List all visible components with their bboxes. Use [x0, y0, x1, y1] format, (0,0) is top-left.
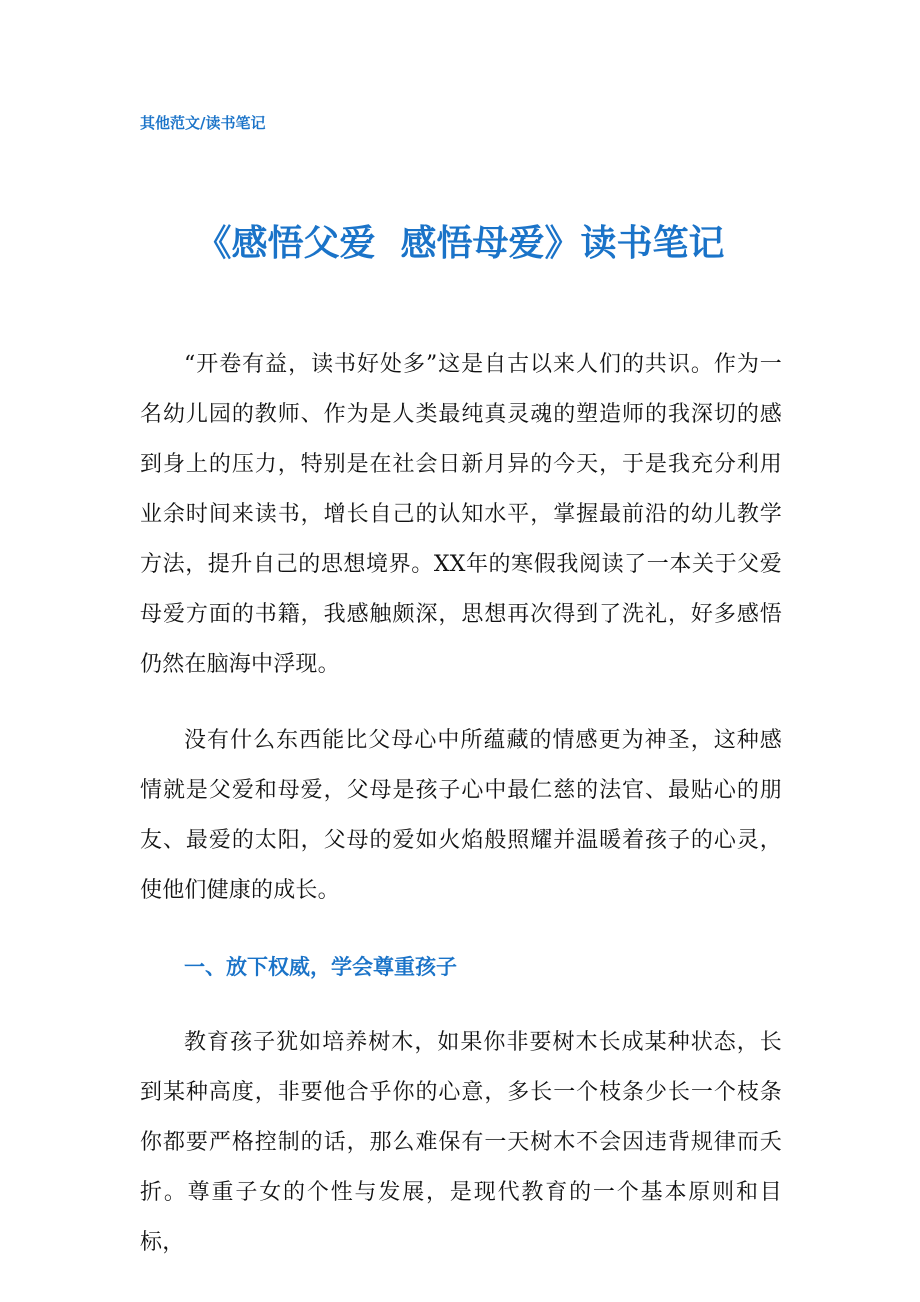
paragraph-intro: “开卷有益，读书好处多”这是自古以来人们的共识。作为一名幼儿园的教师、作为是人类最纯真灵魂的塑造师的我深切的感到身上的压力，特别是在社会日新月异的今天，于是我充分利用业余时间来读书，增长自己的认知水平，掌握最前沿的幼儿教学方法，提升自己的思想境界。XX年的寒假我阅读了一本关于父爱母爱方面的书籍，我感触颇深，思想再次得到了洗礼，好多感悟仍然在脑海中浮现。: [140, 352, 782, 677]
paragraph-parental-love: 没有什么东西能比父母心中所蕴藏的情感更为神圣，这种感情就是父爱和母爱，父母是孩子心中最仁慈的法官、最贴心的朋友、最爱的太阳，父母的爱如火焰般照耀并温暖着孩子的心灵，使他们健康的成长。: [140, 728, 782, 903]
section-heading: 一、放下权威，学会尊重孩子: [184, 955, 457, 979]
document-title: 《感悟父爱 感悟母爱》读书笔记: [195, 223, 725, 264]
paragraph-respect-children: 教育孩子犹如培养树木，如果你非要树木长成某种状态，长到某种高度，非要他合乎你的心意，多长一个枝条少长一个枝条你都要严格控制的话，那么难保有一天树木不会因违背规律而夭折。尊重子女的个性与发展，是现代教育的一个基本原则和目标，: [140, 1030, 782, 1255]
document-body: [140, 340, 782, 1268]
breadcrumb[interactable]: 其他范文/读书笔记: [140, 114, 266, 132]
